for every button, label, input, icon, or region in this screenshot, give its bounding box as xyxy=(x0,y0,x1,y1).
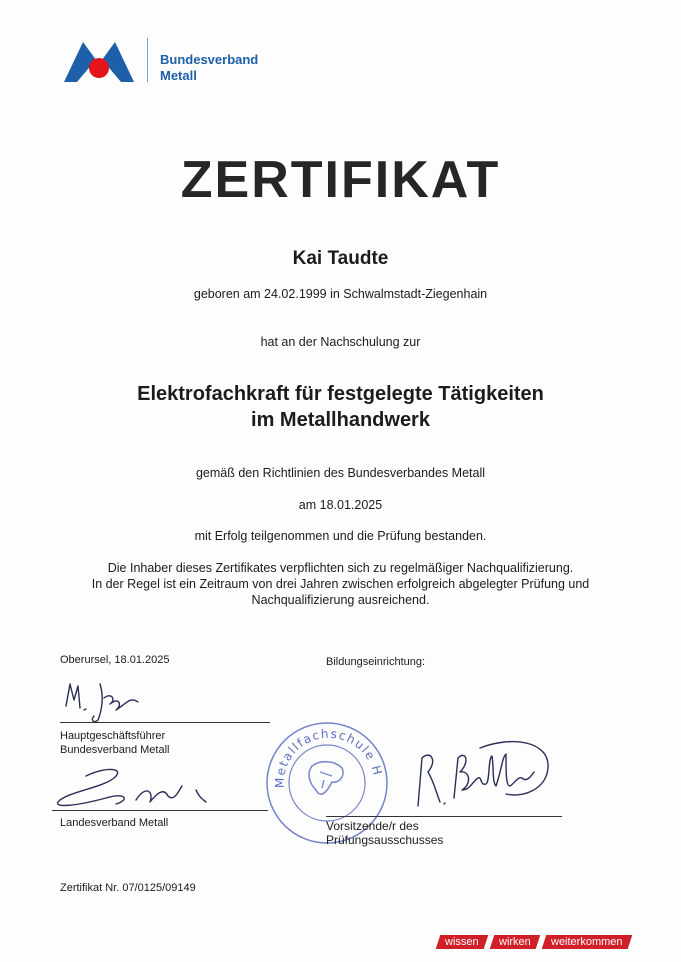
requalification-note xyxy=(0,560,681,608)
guideline-line: gemäß den Richtlinien des Bundesverbandes Metall xyxy=(195,466,486,480)
signature-1-line2: Bundesverband Metall xyxy=(60,744,170,756)
signature-3-line2: Prüfungsausschusses xyxy=(326,833,444,847)
signature-3-label xyxy=(326,819,443,847)
intro-line: hat an der Nachschulung zur xyxy=(260,335,421,349)
signature-3-image xyxy=(410,728,560,817)
birth-line: geboren am 24.02.1999 in Schwalmstadt-Ziegenhain xyxy=(193,287,488,301)
result-line: mit Erfolg teilgenommen und die Prüfung bestanden. xyxy=(194,529,487,543)
place-date: Oberursel, 18.01.2025 xyxy=(60,654,170,666)
certificate-title: ZERTIFIKAT xyxy=(180,151,501,209)
signature-3-line xyxy=(326,816,562,817)
note-line2: In der Regel ist ein Zeitraum von drei Jahren zwischen erfolgreich abgelegter Prüfung und xyxy=(91,577,590,591)
course-title-line1: Elektrofachkraft für festgelegte Tätigkeiten xyxy=(137,383,544,405)
svg-text:Metallfachschule Hessen xyxy=(262,718,385,788)
footer-tag-wissen: wissen xyxy=(436,935,488,949)
logo-divider xyxy=(147,38,148,82)
note-line1: Die Inhaber dieses Zertifikates verpflichten sich zu regelmäßiger Nachqualifizierung. xyxy=(107,561,574,575)
org-name-line1: Bundesverband xyxy=(160,52,259,67)
stamp-text: Metallfachschule H xyxy=(272,726,385,789)
certificate-number: Zertifikat Nr. 07/0125/09149 xyxy=(60,882,196,894)
institution-label: Bildungseinrichtung: xyxy=(326,656,426,668)
org-name-line2: Metall xyxy=(160,68,197,83)
signature-1-line xyxy=(60,722,270,723)
footer-tag-weiterkommen: weiterkommen xyxy=(542,935,632,949)
course-title-line2: im Metallhandwerk xyxy=(251,409,430,431)
note-line3: Nachqualifizierung ausreichend. xyxy=(251,593,430,607)
signature-1-line1: Hauptgeschäftsführer xyxy=(60,730,166,742)
signature-1-label xyxy=(60,729,169,757)
bvm-logo-icon xyxy=(64,36,134,84)
footer-slogan xyxy=(438,932,632,950)
exam-date: am 18.01.2025 xyxy=(298,498,383,512)
org-name xyxy=(160,52,258,84)
signature-3-line1: Vorsitzende/r des xyxy=(326,819,419,833)
footer-tag-wirken: wirken xyxy=(490,935,540,949)
recipient-name: Kai Taudte xyxy=(292,248,389,269)
signature-2-line xyxy=(52,810,268,811)
signature-2-label: Landesverband Metall xyxy=(60,817,169,829)
course-title xyxy=(0,381,681,433)
